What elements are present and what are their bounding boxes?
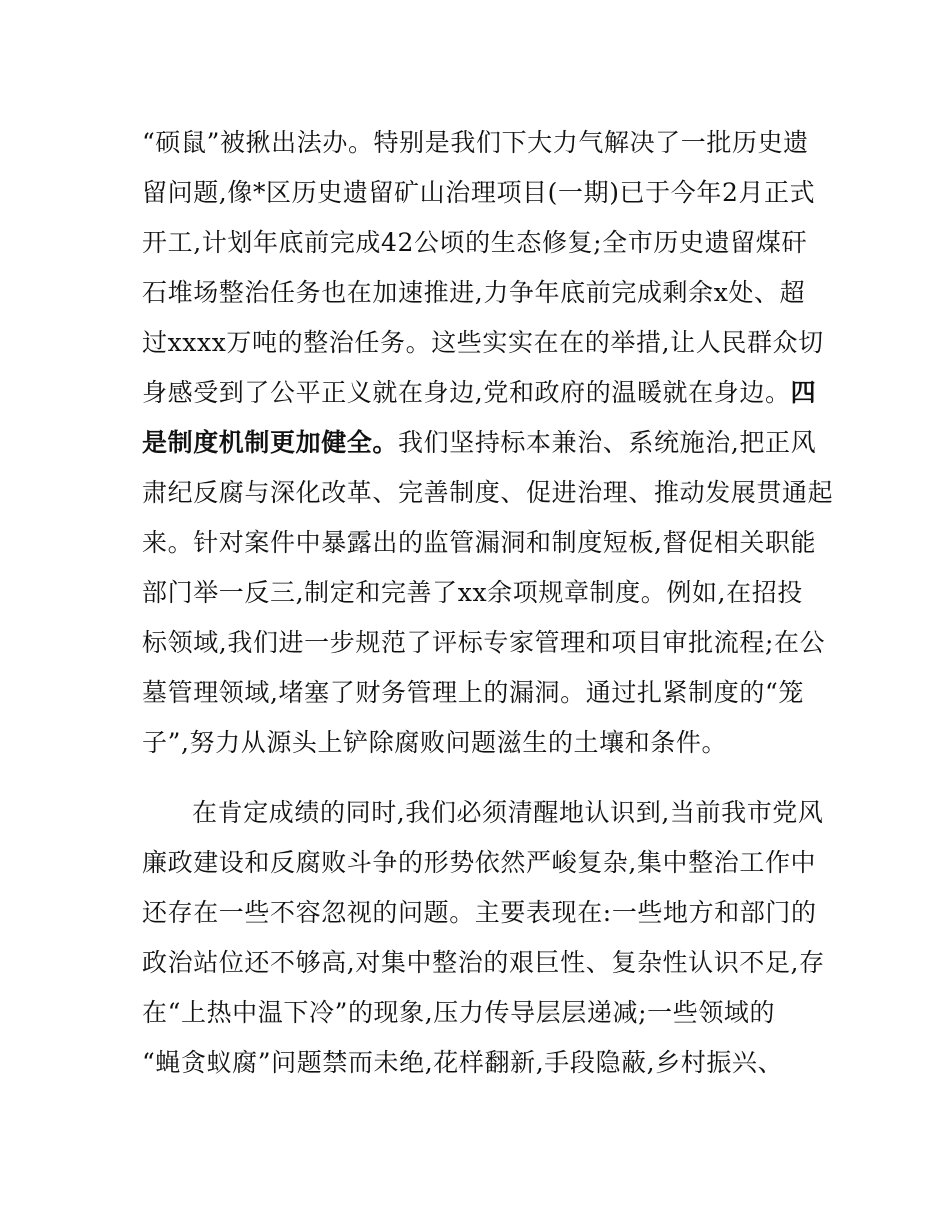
- section-heading-start: 四: [790, 378, 817, 407]
- text-line: 来。针对案件中暴露出的监管漏洞和制度短板,督促相关职能: [142, 528, 817, 557]
- text-line: 过xxxx万吨的整治任务。这些实实在在的举措,让人民群众切: [142, 328, 824, 357]
- text-line: 开工,计划年底前完成42公顷的生态修复;全市历史遗留煤矸: [142, 228, 807, 257]
- text-line: 肃纪反腐与深化改革、完善制度、促进治理、推动发展贯通起: [142, 478, 834, 507]
- text-line: 石堆场整治任务也在加速推进,力争年底前完成剩余x处、超: [142, 278, 806, 307]
- paragraph-first-line: 在肯定成绩的同时,我们必须清醒地认识到,当前我市党风: [192, 798, 824, 827]
- text-line: 留问题,像*区历史遗留矿山治理项目(一期)已于今年2月正式: [142, 178, 816, 207]
- text-line: 廉政建设和反腐败斗争的形势依然严峻复杂,集中整治工作中: [142, 848, 817, 877]
- text-line: [142, 423, 822, 463]
- text-line: 还存在一些不容忽视的问题。主要表现在:一些地方和部门的: [142, 898, 817, 927]
- text-line: 墓管理领域,堵塞了财务管理上的漏洞。通过扎紧制度的“笼: [142, 678, 804, 707]
- text-line: [142, 373, 822, 413]
- text-line: “硕鼠”被揪出法办。特别是我们下大力气解决了一批历史遗: [142, 128, 809, 157]
- text-run: 我们坚持标本兼治、系统施治,把正风: [398, 428, 817, 457]
- section-heading: 是制度机制更加健全。: [142, 428, 399, 457]
- text-line: 部门举一反三,制定和完善了xx余项规章制度。例如,在招投: [142, 578, 803, 607]
- text-line: 在“上热中温下冷”的现象,压力传导层层递减;一些领域的: [142, 998, 776, 1027]
- text-line: “蝇贪蚁腐”问题禁而未绝,花样翻新,手段隐蔽,乡村振兴、: [142, 1048, 784, 1077]
- text-line: 标领域,我们进一步规范了评标专家管理和项目审批流程;在公: [142, 628, 826, 657]
- text-line: 子”,努力从源头上铲除腐败问题滋生的土壤和条件。: [142, 728, 728, 757]
- text-run: 身感受到了公平正义就在身边,党和政府的温暖就在身边。: [142, 378, 791, 407]
- text-line: 政治站位还不够高,对集中整治的艰巨性、复杂性认识不足,存: [142, 948, 825, 977]
